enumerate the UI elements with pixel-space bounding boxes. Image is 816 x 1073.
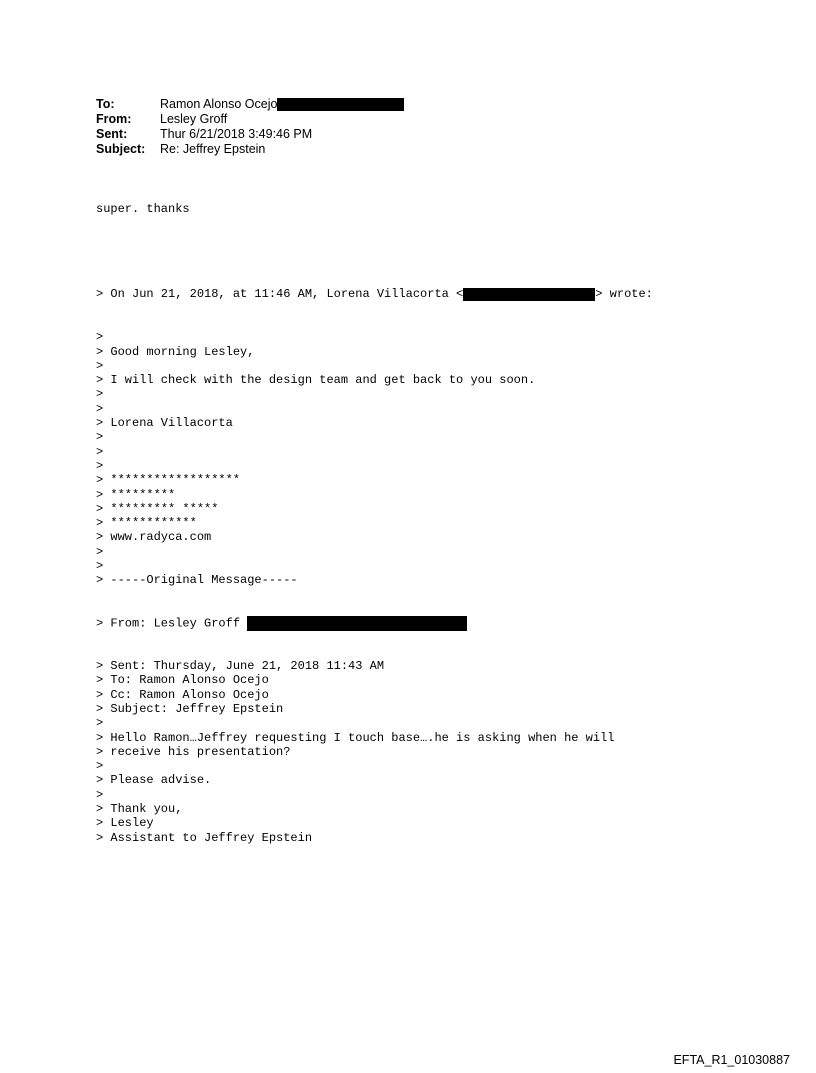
quoted-line: > — [96, 559, 104, 574]
quoted-line: > — [96, 787, 104, 802]
quoted-line: > Subject: Jeffrey Epstein — [96, 701, 284, 716]
quoted-line: > Sent: Thursday, June 21, 2018 11:43 AM — [96, 659, 385, 674]
quoted-line: > Cc: Ramon Alonso Ocejo — [96, 687, 269, 702]
quoted-line: > receive his presentation? — [96, 744, 291, 759]
quoted-lines — [96, 659, 653, 845]
from-value: Lesley Groff — [160, 112, 228, 126]
subject-label: Subject: — [96, 142, 146, 156]
quoted-lines — [96, 330, 653, 587]
original-from-line — [96, 616, 653, 630]
quoted-line: > — [96, 430, 104, 445]
to-label: To: — [96, 97, 115, 111]
quoted-line: > -----Original Message----- — [96, 573, 298, 588]
original-from-text: > From: Lesley Groff — [96, 616, 248, 631]
sent-row — [96, 127, 404, 142]
quoted-line: > — [96, 444, 104, 459]
reply-text: super. thanks — [96, 201, 190, 216]
sent-value: Thur 6/21/2018 3:49:46 PM — [160, 127, 313, 141]
quoted-line: > Thank you, — [96, 802, 183, 817]
from-label: From: — [96, 112, 132, 126]
quoted-line: > ********* — [96, 487, 176, 502]
quoted-line: > www.radyca.com — [96, 530, 212, 545]
quoted-line: > Lorena Villacorta — [96, 416, 233, 431]
quoted-line: > — [96, 330, 104, 345]
quoted-line: > Good morning Lesley, — [96, 344, 255, 359]
email-body — [96, 173, 653, 874]
quoted-intro-before: > On Jun 21, 2018, at 11:46 AM, Lorena Villacorta < — [96, 287, 464, 302]
quoted-line: > — [96, 458, 104, 473]
quoted-line: > To: Ramon Alonso Ocejo — [96, 673, 269, 688]
quoted-line: > ************ — [96, 516, 197, 531]
quoted-line: > Please advise. — [96, 773, 212, 788]
email-header — [96, 97, 404, 157]
quoted-line: > I will check with the design team and get back to you soon. — [96, 373, 536, 388]
quoted-line: > — [96, 716, 104, 731]
quoted-line: > — [96, 401, 104, 416]
to-value: Ramon Alonso Ocejo — [160, 97, 278, 111]
sent-label: Sent: — [96, 127, 128, 141]
subject-value: Re: Jeffrey Epstein — [160, 142, 266, 156]
quoted-line: > — [96, 759, 104, 774]
to-row — [96, 97, 404, 112]
quoted-line: > Lesley — [96, 816, 154, 831]
subject-row — [96, 142, 404, 157]
quoted-line: > ****************** — [96, 473, 241, 488]
quoted-line: > — [96, 387, 104, 402]
from-row — [96, 112, 404, 127]
quoted-intro-line — [96, 287, 653, 301]
redaction-box — [463, 288, 595, 301]
quoted-line: > ********* ***** — [96, 501, 219, 516]
quoted-line: > Assistant to Jeffrey Epstein — [96, 830, 313, 845]
quoted-line: > — [96, 544, 104, 559]
bates-number: EFTA_R1_01030887 — [673, 1053, 790, 1067]
redaction-box — [277, 98, 404, 111]
quoted-line: > Hello Ramon…Jeffrey requesting I touch base….he is asking when he will — [96, 730, 615, 745]
quoted-intro-after: > wrote: — [595, 287, 653, 302]
quoted-line: > — [96, 358, 104, 373]
redaction-box — [247, 616, 467, 631]
